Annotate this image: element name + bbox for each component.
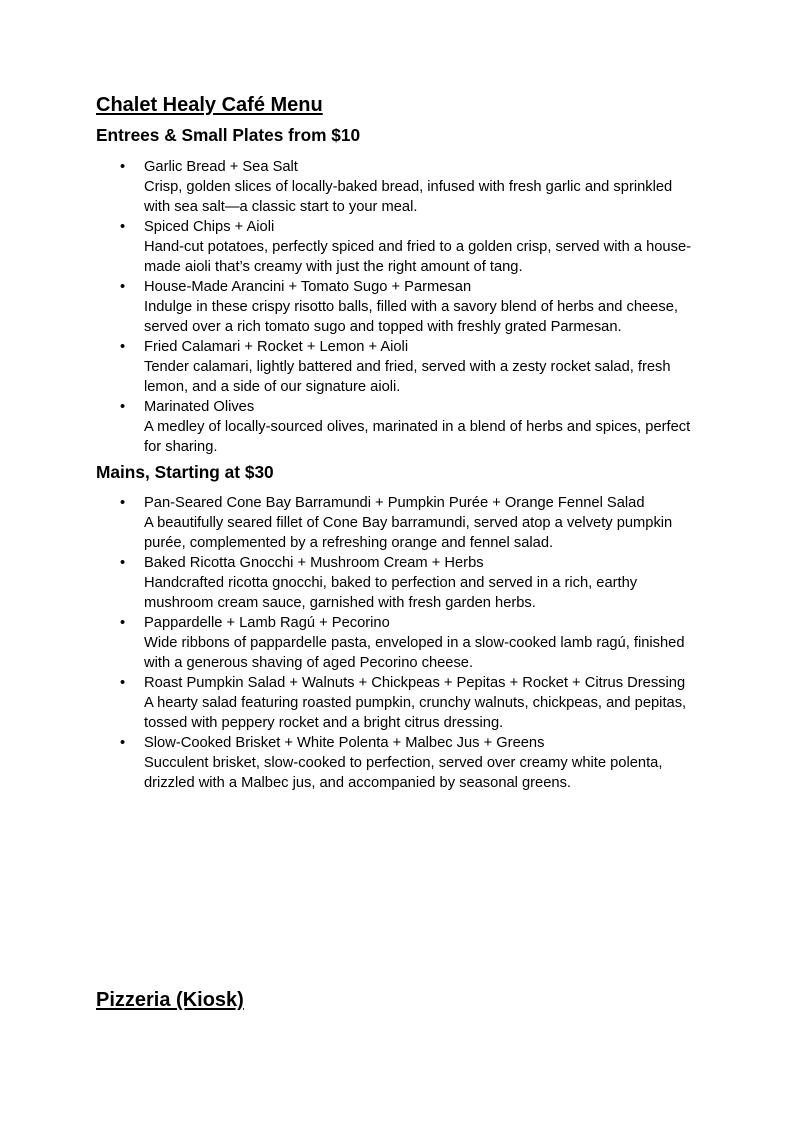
menu-item-description: A hearty salad featuring roasted pumpkin, crunchy walnuts, chickpeas, and pepitas, tossed with peppery rocket and a bright citrus dressing.: [144, 695, 687, 731]
menu-item: [144, 157, 697, 217]
menu-item-description: A beautifully seared fillet of Cone Bay barramundi, served atop a velvety pumpkin purée, complemented by a refreshing orange and fennel salad.: [144, 515, 673, 551]
menu-item-description: Indulge in these crispy risotto balls, filled with a savory blend of herbs and cheese, served over a rich tomato sugo and topped with freshly grated Parmesan.: [144, 299, 678, 335]
menu-item: [144, 673, 697, 733]
menu-item-name: Roast Pumpkin Salad + Walnuts + Chickpeas + Pepitas + Rocket + Citrus Dressing: [144, 675, 686, 691]
section-heading-mains: Mains, Starting at $30: [96, 462, 274, 482]
bullet-icon: [120, 217, 134, 237]
menu-item-description: Crisp, golden slices of locally-baked bread, infused with fresh garlic and sprinkled with sea salt—a classic start to your meal.: [144, 179, 673, 215]
menu-item: [144, 553, 697, 613]
menu-item-name: Pappardelle + Lamb Ragú + Pecorino: [144, 615, 390, 631]
bullet-icon: [120, 337, 134, 357]
menu-item-description: Handcrafted ricotta gnocchi, baked to perfection and served in a rich, earthy mushroom cream sauce, garnished with fresh garden herbs.: [144, 575, 638, 611]
menu-item: [144, 337, 697, 397]
bullet-icon: [120, 733, 134, 753]
menu-item-description: Wide ribbons of pappardelle pasta, enveloped in a slow-cooked lamb ragú, finished with a generous shaving of aged Pecorino cheese.: [144, 635, 685, 671]
bullet-icon: [120, 397, 134, 417]
menu-item-name: Marinated Olives: [144, 399, 255, 415]
menu-item: [144, 613, 697, 673]
section-heading-pizzeria-kiosk: Pizzeria (Kiosk): [96, 989, 244, 1011]
menu-item-name: Garlic Bread + Sea Salt: [144, 159, 298, 175]
menu-item-description: Tender calamari, lightly battered and fried, served with a zesty rocket salad, fresh lemon, and a side of our signature aioli.: [144, 359, 671, 395]
section-heading-entrees: Entrees & Small Plates from $10: [96, 125, 361, 145]
menu-item: [144, 217, 697, 277]
document-content: [96, 93, 697, 793]
menu-item-name: Slow-Cooked Brisket + White Polenta + Malbec Jus + Greens: [144, 735, 545, 751]
bullet-icon: [120, 493, 134, 513]
menu-item-name: Spiced Chips + Aioli: [144, 219, 275, 235]
bullet-icon: [120, 673, 134, 693]
menu-item-description: Succulent brisket, slow-cooked to perfection, served over creamy white polenta, drizzled with a Malbec jus, and accompanied by seasonal greens.: [144, 755, 663, 791]
menu-list-mains: [96, 493, 697, 793]
menu-item-description: Hand-cut potatoes, perfectly spiced and fried to a golden crisp, served with a house-made aioli that’s creamy with just the right amount of tang.: [144, 239, 692, 275]
menu-list-entrees: [96, 157, 697, 457]
bullet-icon: [120, 553, 134, 573]
bullet-icon: [120, 277, 134, 297]
menu-item-name: Pan-Seared Cone Bay Barramundi + Pumpkin Purée + Orange Fennel Salad: [144, 495, 645, 511]
menu-item-name: Fried Calamari + Rocket + Lemon + Aioli: [144, 339, 409, 355]
menu-item-name: House-Made Arancini + Tomato Sugo + Parmesan: [144, 279, 472, 295]
menu-item: [144, 493, 697, 553]
bullet-icon: [120, 157, 134, 177]
bullet-icon: [120, 613, 134, 633]
menu-item-name: Baked Ricotta Gnocchi + Mushroom Cream + Herbs: [144, 555, 484, 571]
menu-item-description: A medley of locally-sourced olives, marinated in a blend of herbs and spices, perfect for sharing.: [144, 419, 691, 455]
menu-item: [144, 397, 697, 457]
document-title: Chalet Healy Café Menu: [96, 94, 323, 116]
menu-item: [144, 733, 697, 793]
menu-item: [144, 277, 697, 337]
